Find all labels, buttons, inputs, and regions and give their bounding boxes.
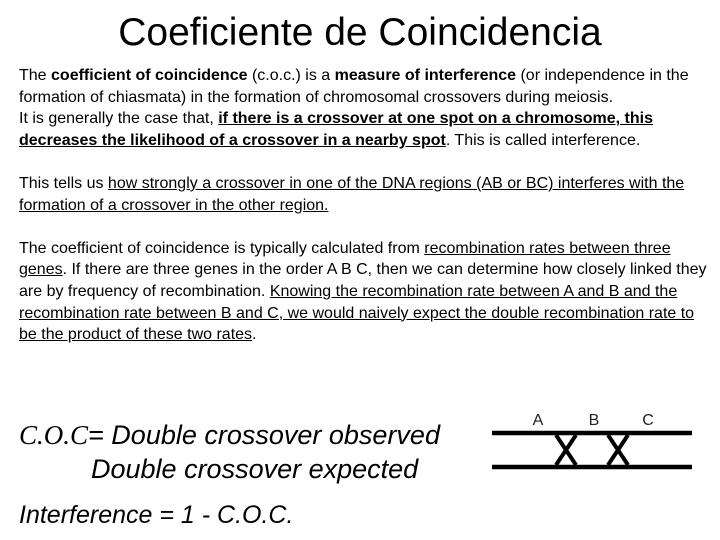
formula-numerator-line bbox=[19, 418, 440, 452]
text-run: The bbox=[19, 67, 52, 84]
gene-label-a: A bbox=[532, 412, 544, 429]
bold-term-coefficient: coefficient of coincidence bbox=[51, 67, 248, 84]
crossover-diagram bbox=[488, 403, 698, 478]
coc-formula bbox=[19, 418, 440, 486]
text-run: (c.o.c.) is a bbox=[247, 67, 335, 84]
crossover-diagram-svg bbox=[488, 403, 698, 478]
text-run: The coefficient of coincidence is typically calculated from bbox=[19, 239, 425, 257]
text-run: . If there are three genes in the order A B C, then we can determine how closely linked they are by frequency of recombination. bbox=[19, 261, 707, 300]
gene-label-b: B bbox=[588, 412, 600, 429]
paragraph-definition bbox=[19, 65, 714, 108]
underlined-regions: how strongly a crossover in one of the DNA regions (AB or BC) interferes with the formation of a crossover in the other region. bbox=[19, 174, 685, 214]
page-title: Coeficiente de Coincidencia bbox=[118, 11, 602, 54]
formula-numerator: = Double crossover observed bbox=[88, 420, 440, 450]
underlined-recombination: recombination rates between three genes bbox=[19, 239, 671, 279]
text-run: . bbox=[252, 326, 257, 344]
underlined-naive-expectation: Knowing the recombination rate between A and B and the recombination rate between B and C, we would naively expect the double recombination rate to be the product of these two rates bbox=[19, 282, 695, 344]
text-run: This tells us bbox=[19, 174, 108, 192]
interference-formula: Interference = 1 - C.O.C. bbox=[19, 501, 294, 529]
paragraph-calculation bbox=[19, 238, 714, 346]
gene-label-c: C bbox=[642, 412, 654, 429]
body-text bbox=[19, 65, 714, 346]
bold-term-interference: measure of interference bbox=[334, 67, 517, 84]
paragraph-regions bbox=[19, 173, 714, 216]
coc-abbreviation: C.O.C bbox=[19, 420, 89, 450]
formula-denominator: Double crossover expected bbox=[91, 454, 419, 484]
paragraph-interference bbox=[19, 108, 714, 151]
text-run: It is generally the case that, bbox=[19, 110, 219, 128]
text-run: (or independence in the formation of chiasmata) in the formation of chromosomal crossovers during meiosis. bbox=[19, 67, 689, 106]
emphasis-crossover: if there is a crossover at one spot on a chromosome, this decreases the likelihood of a crossover in a nearby spot bbox=[19, 110, 653, 149]
text-run: . This is called interference. bbox=[445, 131, 641, 149]
